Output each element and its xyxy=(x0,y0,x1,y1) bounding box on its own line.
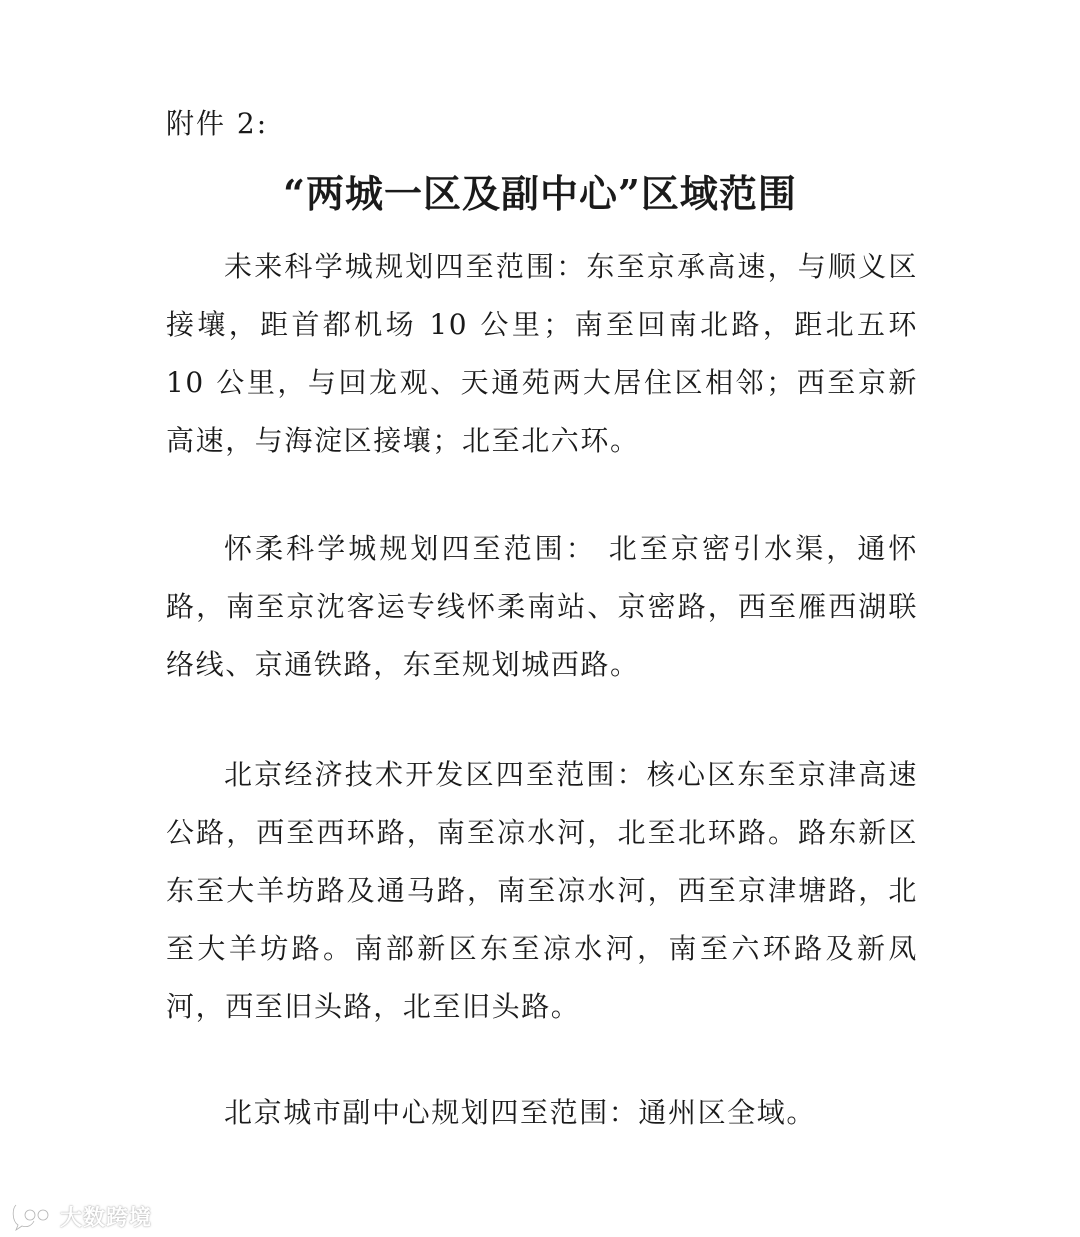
paragraph-economic-development-zone: 北京经济技术开发区四至范围：核心区东至京津高速公路，西至西环路，南至凉水河，北至北环路。路东新区东至大羊坊路及通马路，南至凉水河，西至京津塘路，北至大羊坊路。南部新区东至凉水河，南至六环路及新凤河，西至旧头路，北至旧头路。 xyxy=(166,758,918,1023)
document-title: “两城一区及副中心”区域范围 xyxy=(283,171,797,216)
watermark-text: 大数跨境 xyxy=(60,1205,153,1231)
paragraph-future-science-city: 未来科学城规划四至范围：东至京承高速，与顺义区接壤，距首都机场 10 公里；南至回南北路，距北五环 10 公里，与回龙观、天通苑两大居住区相邻；西至京新高速，与海淀区接壤；北至北六环。 xyxy=(166,250,918,457)
chat-bubble-logo-icon xyxy=(10,1201,54,1231)
paragraph-huairou-science-city: 怀柔科学城规划四至范围： 北至京密引水渠，通怀路，南至京沈客运专线怀柔南站、京密路，西至雁西湖联络线、京通铁路，东至规划城西路。 xyxy=(166,532,918,681)
paragraph-city-sub-center: 北京城市副中心规划四至范围：通州区全域。 xyxy=(224,1096,817,1129)
watermark xyxy=(10,1198,152,1234)
attachment-label: 附件 2: xyxy=(166,107,269,140)
